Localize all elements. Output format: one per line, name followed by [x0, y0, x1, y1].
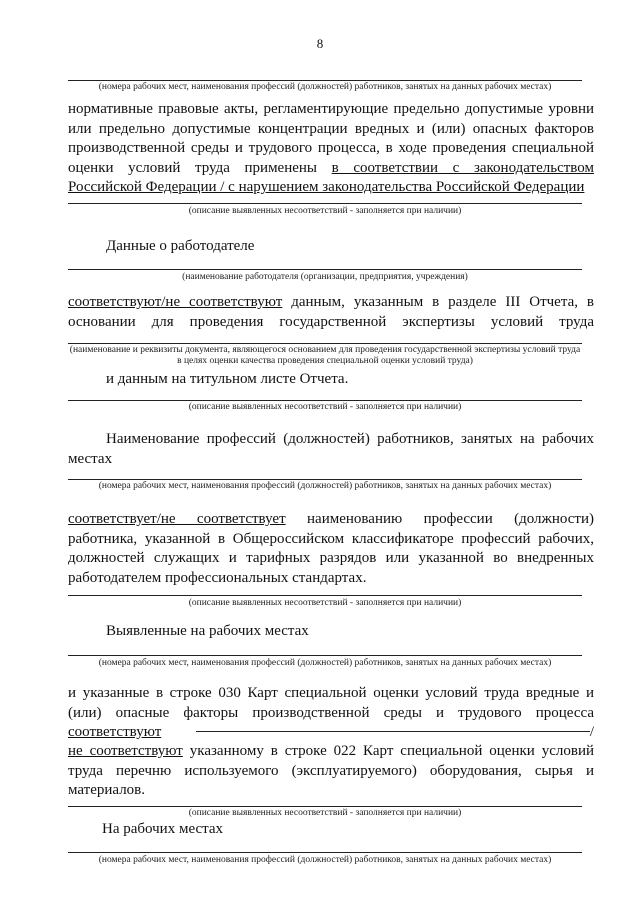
fill-line	[68, 852, 582, 853]
underlined-option: соответствует/не соответствует	[68, 511, 286, 527]
caption-discrepancies: (описание выявленных несоответствий - заполняется при наличии)	[188, 808, 462, 818]
underlined-option: соответствуют	[68, 724, 162, 740]
identified-heading: Выявленные на рабочих местах	[106, 623, 309, 639]
paragraph-text: указанному в строке 022 Карт специальной оценки условий труда перечню используемого (эксплуатируемого) оборудования, сырья и материалов.	[68, 743, 595, 798]
caption-employer: (наименование работодателя (организации, предприятия, учреждения)	[182, 272, 468, 282]
fill-line	[68, 269, 582, 270]
fill-line	[68, 479, 582, 480]
caption-workplaces: (номера рабочих мест, наименования профессий (должностей) работников, занятых на данных рабочих местах)	[98, 82, 552, 92]
paragraph-text: наименованию профессии (должности) работника, указанной в Общероссийском классификаторе профессий рабочих, должностей служащих и тарифных разрядов или указанной во внедренных работодателем профессиональных стандартах.	[68, 511, 594, 586]
paragraph-equipment	[68, 742, 594, 801]
paragraph-regulations	[68, 100, 594, 198]
workplaces-heading: На рабочих местах	[102, 821, 224, 837]
paragraph-employer	[68, 293, 594, 332]
caption-discrepancies: (описание выявленных несоответствий - заполняется при наличии)	[188, 598, 462, 608]
page-number: 8	[316, 36, 324, 51]
caption-discrepancies: (описание выявленных несоответствий - заполняется при наличии)	[188, 402, 462, 412]
paragraph-text: нормативные правовые акты, регламентирующие предельно допустимые уровни или предельно допустимые концентрации вредных и (или) опасных факторов производственной среды и трудового процесса, в ходе проведения специальной оценки условий труда применены	[68, 101, 594, 176]
paragraph-text: данным, указанным в разделе III Отчета, в основании для проведения государственной экспертизы условий труда	[68, 294, 594, 330]
profession-heading: Наименование профессий (должностей) работников, занятых на рабочих местах	[68, 431, 594, 467]
caption-workplaces: (номера рабочих мест, наименования профессий (должностей) работников, занятых на данных рабочих местах)	[98, 855, 552, 865]
fill-line	[68, 400, 582, 401]
paragraph-profession	[68, 510, 594, 588]
underlined-option: соответствуют/не соответствуют	[68, 294, 283, 310]
fill-line	[68, 655, 582, 656]
employer-heading: Данные о работодателе	[106, 238, 255, 254]
caption-workplaces: (номера рабочих мест, наименования профессий (должностей) работников, занятых на данных рабочих местах)	[98, 481, 552, 491]
fill-line	[68, 343, 582, 344]
caption-document: (наименование и реквизиты документа, являющегося основанием для проведения государственной экспертизы условий труда в целях оценки качества проведения специальной оценки условий труда)	[69, 345, 581, 366]
fill-line	[68, 203, 582, 204]
option-underline	[196, 731, 590, 732]
caption-discrepancies: (описание выявленных несоответствий - заполняется при наличии)	[188, 206, 462, 216]
caption-workplaces: (номера рабочих мест, наименования профессий (должностей) работников, занятых на данных рабочих местах)	[98, 658, 552, 668]
underlined-option: в соответствии с законодательством Российской Федерации / с нарушением законодательства Российской Федерации	[68, 159, 594, 195]
underlined-option: не соответствуют	[68, 743, 183, 759]
fill-line	[68, 80, 582, 81]
fill-line	[68, 595, 582, 596]
option-separator: /	[589, 724, 594, 740]
fill-line	[68, 806, 582, 807]
factors-option-row	[68, 723, 594, 743]
paragraph-factors: и указанные в строке 030 Карт специальной оценки условий труда вредные и (или) опасные факторы производственной среды и трудового процесса	[68, 685, 594, 721]
paragraph-title-page: и данным на титульном листе Отчета.	[106, 371, 349, 387]
